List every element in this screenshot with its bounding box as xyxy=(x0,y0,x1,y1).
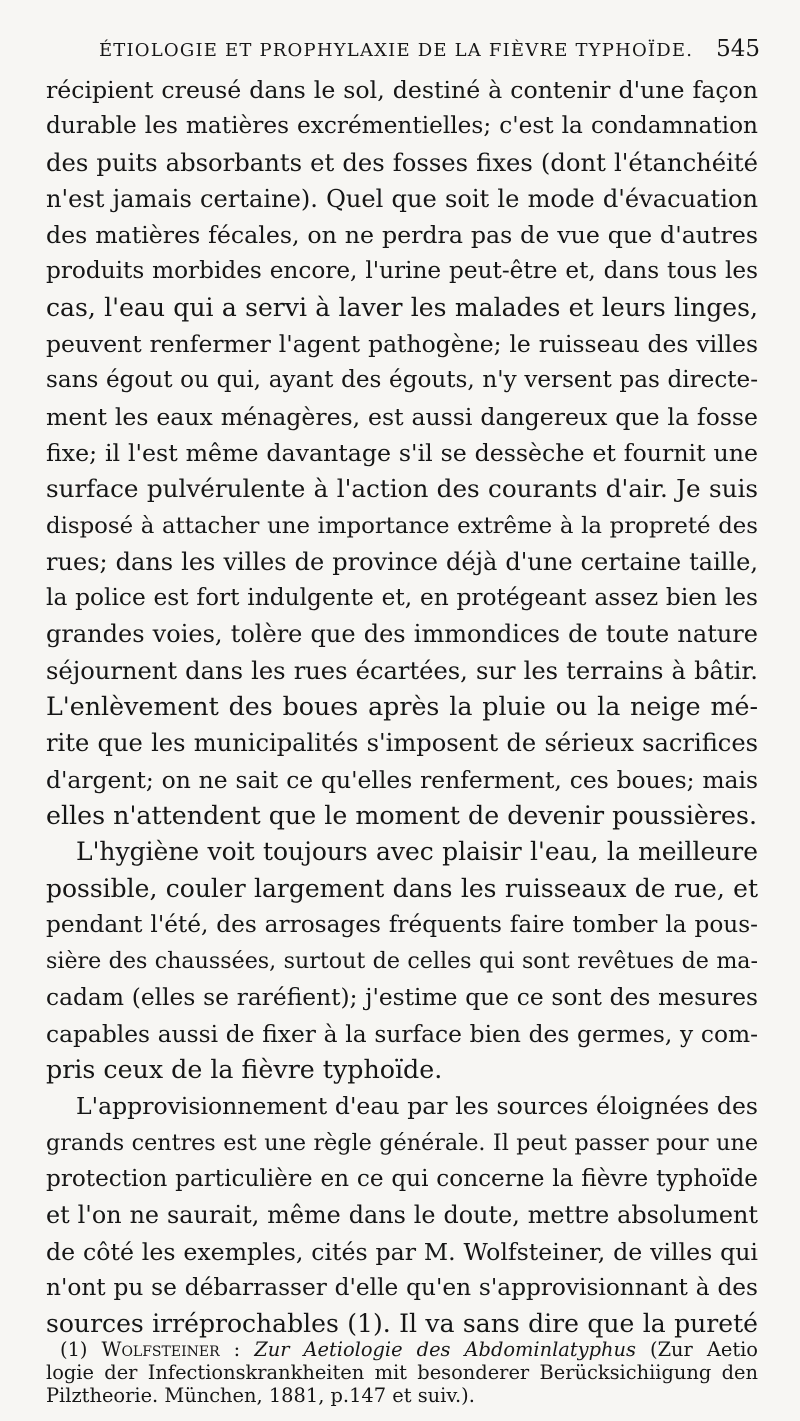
text-line: cadam (elles se raréfient); j'estime que ce sont des mesures xyxy=(46,983,758,1012)
text-line: fixe; il l'est même davantage s'il se dessèche et fournit une xyxy=(46,438,758,467)
text-line: rite que les municipalités s'imposent de sérieux sacrifices xyxy=(46,729,758,758)
text-line: pendant l'été, des arrosages fréquents faire tomber la pous- xyxy=(46,910,758,938)
text-line: et l'on ne saurait, même dans le doute, mettre absolument xyxy=(46,1201,758,1230)
text-line: sière des chaussées, surtout de celles qui sont revêtues de ma- xyxy=(46,948,758,975)
text-line: ment les eaux ménagères, est aussi dangereux que la fosse xyxy=(46,402,758,431)
text-line: n'ont pu se débarrasser d'elle qu'en s'approvisionnant à des xyxy=(46,1273,758,1301)
footnote-line-rest: (Zur Aetio xyxy=(635,1338,758,1361)
text-line: sans égout ou qui, ayant des égouts, n'y versent pas directe- xyxy=(46,367,758,394)
footnote xyxy=(46,1338,758,1407)
text-line: grandes voies, tolère que des immondices de toute nature xyxy=(46,620,758,649)
text-line: grands centres est une règle générale. Il peut passer pour une xyxy=(46,1129,758,1156)
text-line: séjournent dans les rues écartées, sur les terrains à bâtir. xyxy=(46,656,758,685)
text-line: de côté les exemples, cités par M. Wolfsteiner, de villes qui xyxy=(46,1237,758,1266)
footnote-line: logie der Infectionskrankheiten mit besonderer Berücksichiigung den xyxy=(46,1361,758,1384)
text-line: produits morbides encore, l'urine peut-être et, dans tous les xyxy=(46,257,758,285)
footnote-separator: : xyxy=(219,1338,255,1361)
text-line: capables aussi de fixer à la surface bien des germes, y com- xyxy=(46,1019,758,1048)
footnote-marker: (1) xyxy=(60,1338,88,1361)
text-line: elles n'attendent que le moment de devenir poussières. xyxy=(46,800,757,830)
body-text xyxy=(46,72,758,1342)
text-line: protection particulière en ce qui concerne la fièvre typhoïde xyxy=(46,1165,758,1192)
text-line: la police est fort indulgente et, en protégeant assez bien les xyxy=(46,584,758,612)
running-title: ÉTIOLOGIE ET PROPHYLAXIE DE LA FIÈVRE TYPHOÏDE. xyxy=(98,40,694,61)
page-number: 545 xyxy=(716,36,760,62)
text-line: possible, couler largement dans les ruisseaux de rue, et xyxy=(46,873,758,903)
running-header xyxy=(46,36,760,66)
footnote-line xyxy=(46,1338,758,1361)
text-line: récipient creusé dans le sol, destiné à contenir d'une façon xyxy=(46,76,758,104)
text-line: des matières fécales, on ne perdra pas de vue que d'autres xyxy=(46,221,758,250)
text-line: des puits absorbants et des fosses fixes (dont l'étanchéité xyxy=(46,147,758,177)
text-line: cas, l'eau qui a servi à laver les malades et leurs linges, xyxy=(46,292,758,322)
footnote-title: Zur Aetiologie des Abdominlatyphus xyxy=(254,1338,636,1361)
text-line: peuvent renfermer l'agent pathogène; le ruisseau des villes xyxy=(46,330,758,359)
text-line: durable les matières excrémentielles; c'est la condamnation xyxy=(46,112,758,140)
footnote-line: Pilztheorie. München, 1881, p.147 et suiv.). xyxy=(46,1384,475,1407)
text-line: pris ceux de la fièvre typhoïde. xyxy=(46,1055,443,1085)
paragraph-start-line: L'approvisionnement d'eau par les sources éloignées des xyxy=(76,1092,758,1121)
text-line: L'enlèvement des boues après la pluie ou la neige mé- xyxy=(46,692,758,722)
text-line: disposé à attacher une importance extrême à la propreté des xyxy=(46,512,758,539)
text-line: surface pulvérulente à l'action des courants d'air. Je suis xyxy=(46,474,758,504)
paragraph-start-line: L'hygiène voit toujours avec plaisir l'eau, la meilleure xyxy=(76,837,758,867)
text-line: sources irréprochables (1). Il va sans dire que la pureté xyxy=(46,1309,758,1339)
footnote-author: Wolfsteiner xyxy=(101,1338,220,1361)
text-line: d'argent; on ne sait ce qu'elles renferment, ces boues; mais xyxy=(46,765,758,794)
text-line: rues; dans les villes de province déjà d'une certaine taille, xyxy=(46,547,758,576)
text-line: n'est jamais certaine). Quel que soit le mode d'évacuation xyxy=(46,184,758,213)
